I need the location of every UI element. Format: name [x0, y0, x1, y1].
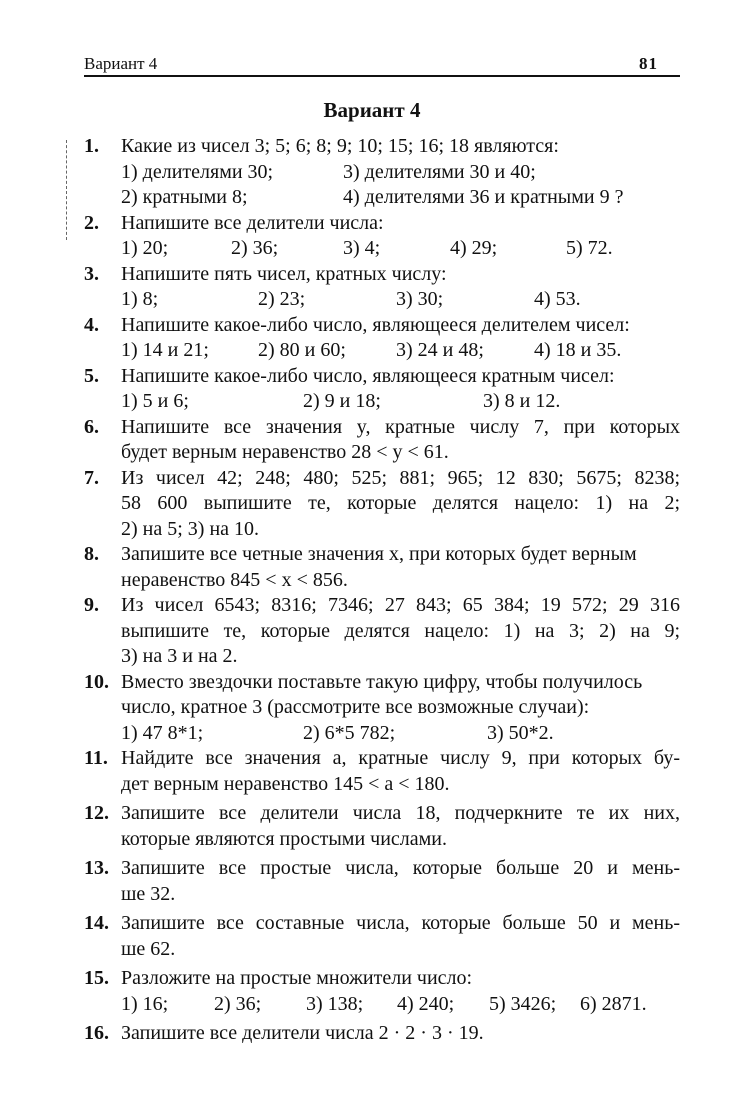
problem-option: 2) 80 и 60;: [258, 339, 346, 361]
problem-options: [121, 236, 680, 262]
problem-option: 3) 138;: [306, 992, 364, 1015]
problem-item: [84, 211, 680, 262]
problem-number: 7.: [84, 466, 99, 489]
problem-item: [84, 911, 680, 962]
problem-options: [121, 338, 680, 364]
problem-text-line: ше 62.: [121, 937, 176, 960]
problem-number: 8.: [84, 543, 99, 565]
problem-number: 1.: [84, 135, 99, 157]
problem-number: 12.: [84, 802, 109, 824]
problem-option: 5) 72.: [566, 237, 613, 259]
problem-text-line: будет верным неравенство 28 < y < 61.: [121, 441, 449, 463]
problem-item: [84, 966, 680, 1017]
problem-options: [121, 721, 680, 747]
problem-text-line: Из чисел 42; 248; 480; 525; 881; 965; 12 830; 5675; 8238;: [121, 466, 680, 489]
problem-option: 4) 29;: [450, 237, 498, 259]
problem-item: [84, 746, 680, 797]
problem-option: 3) 50*2.: [487, 721, 554, 744]
problem-number: 6.: [84, 415, 99, 438]
problem-text-line: 3) на 3 и на 2.: [121, 645, 238, 667]
problem-item: [84, 313, 680, 364]
problem-option: 3) 24 и 48;: [396, 339, 484, 361]
problem-option: 1) 16;: [121, 992, 169, 1015]
problem-text-line: Запишите все четные значения x, при которых будет верным: [121, 543, 637, 565]
problem-option: 4) делителями 36 и кратными 9 ?: [343, 186, 624, 208]
problem-number: 16.: [84, 1022, 109, 1044]
problem-option: 3) 8 и 12.: [483, 390, 561, 412]
problem-number: 11.: [84, 747, 108, 769]
problem-item: [84, 134, 680, 211]
problem-item: [84, 364, 680, 415]
problem-text-line: Вместо звездочки поставьте такую цифру, чтобы получилось: [121, 670, 643, 693]
problem-text-line: Напишите все значения y, кратные числу 7, при которых: [121, 415, 680, 438]
problem-number: 14.: [84, 912, 109, 934]
problem-option: 3) делителями 30 и 40;: [343, 160, 536, 183]
problem-number: 9.: [84, 594, 99, 616]
problem-item: [84, 1021, 680, 1047]
page-number: 81: [639, 54, 658, 73]
problem-option: 5) 3426;: [489, 992, 557, 1015]
problem-item: [84, 670, 680, 747]
problem-option: 1) 47 8*1;: [121, 721, 204, 744]
problem-option: 2) 36;: [231, 237, 279, 259]
problem-text-line: Напишите какое-либо число, являющееся кратным чисел:: [121, 364, 615, 387]
problem-text-line: Запишите все простые числа, которые больше 20 и мень-: [121, 857, 680, 879]
problem-option: 2) 23;: [258, 288, 306, 310]
problem-text-line: 58 600 выпишите те, которые делятся нацело: 1) на 2;: [121, 492, 680, 514]
problem-text-line: выпишите те, которые делятся нацело: 1) на 3; 2) на 9;: [121, 619, 680, 642]
problem-number: 2.: [84, 211, 99, 234]
problem-item: [84, 593, 680, 670]
problem-number: 15.: [84, 967, 109, 989]
problem-text-line: дет верным неравенство 145 < a < 180.: [121, 772, 450, 795]
problem-text-line: Найдите все значения a, кратные числу 9, при которых бу-: [121, 747, 680, 769]
problem-text-line: число, кратное 3 (рассмотрите все возможные случаи):: [121, 696, 590, 718]
problem-option: 4) 18 и 35.: [534, 339, 622, 361]
problem-text-line: Запишите все делители числа 2 · 2 · 3 · 19.: [121, 1022, 484, 1044]
page-title: Вариант 4: [323, 98, 421, 122]
problem-option: 2) 36;: [214, 992, 262, 1015]
header-title: Вариант 4: [84, 54, 158, 73]
problem-options: [121, 992, 680, 1018]
problem-number: 13.: [84, 857, 109, 879]
problem-option: 1) 5 и 6;: [121, 390, 189, 412]
problem-option: 2) 9 и 18;: [303, 390, 381, 412]
problem-option: 3) 30;: [396, 288, 444, 310]
problem-item: [84, 801, 680, 852]
margin-scan-mark: [66, 140, 67, 240]
problem-option: 1) 14 и 21;: [121, 339, 209, 361]
problem-number: 10.: [84, 670, 109, 693]
problem-option: 4) 240;: [397, 992, 455, 1015]
problem-text-line: Напишите все делители числа:: [121, 211, 384, 234]
problem-option: 2) 6*5 782;: [303, 721, 396, 744]
problem-number: 3.: [84, 262, 99, 285]
problem-number: 4.: [84, 313, 99, 336]
problem-item: [84, 856, 680, 907]
problem-text-line: которые являются простыми числами.: [121, 827, 447, 850]
problem-text-line: Запишите все составные числа, которые больше 50 и мень-: [121, 912, 680, 934]
problem-text-line: Разложите на простые множители число:: [121, 967, 473, 989]
problem-text-line: Из чисел 6543; 8316; 7346; 27 843; 65 384; 19 572; 29 316: [121, 594, 680, 616]
problem-option: 6) 2871.: [580, 992, 647, 1015]
problem-text-line: ше 32.: [121, 882, 176, 905]
problem-text-line: неравенство 845 < x < 856.: [121, 568, 348, 591]
problem-number: 5.: [84, 364, 99, 387]
problem-list: [84, 134, 680, 1047]
problem-item: [84, 466, 680, 543]
problem-options: [121, 160, 680, 211]
problem-item: [84, 262, 680, 313]
problem-option: 1) 8;: [121, 288, 159, 310]
header-rule: [84, 75, 680, 77]
problem-text-line: 2) на 5; 3) на 10.: [121, 517, 260, 540]
problem-options: [121, 287, 680, 313]
problem-option: 3) 4;: [343, 237, 381, 259]
problem-option: 4) 53.: [534, 288, 581, 310]
problem-options: [121, 389, 680, 415]
page-header: [84, 50, 680, 76]
problem-option: 1) 20;: [121, 237, 169, 259]
problem-option: 1) делителями 30;: [121, 160, 274, 183]
problem-text-line: Напишите какое-либо число, являющееся делителем чисел:: [121, 313, 630, 336]
problem-option: 2) кратными 8;: [121, 186, 248, 208]
problem-item: [84, 415, 680, 466]
problem-item: [84, 542, 680, 593]
problem-text-line: Напишите пять чисел, кратных числу:: [121, 262, 447, 285]
problem-text-line: Какие из чисел 3; 5; 6; 8; 9; 10; 15; 16; 18 являются:: [121, 135, 559, 157]
problem-text-line: Запишите все делители числа 18, подчеркните те их них,: [121, 802, 680, 824]
